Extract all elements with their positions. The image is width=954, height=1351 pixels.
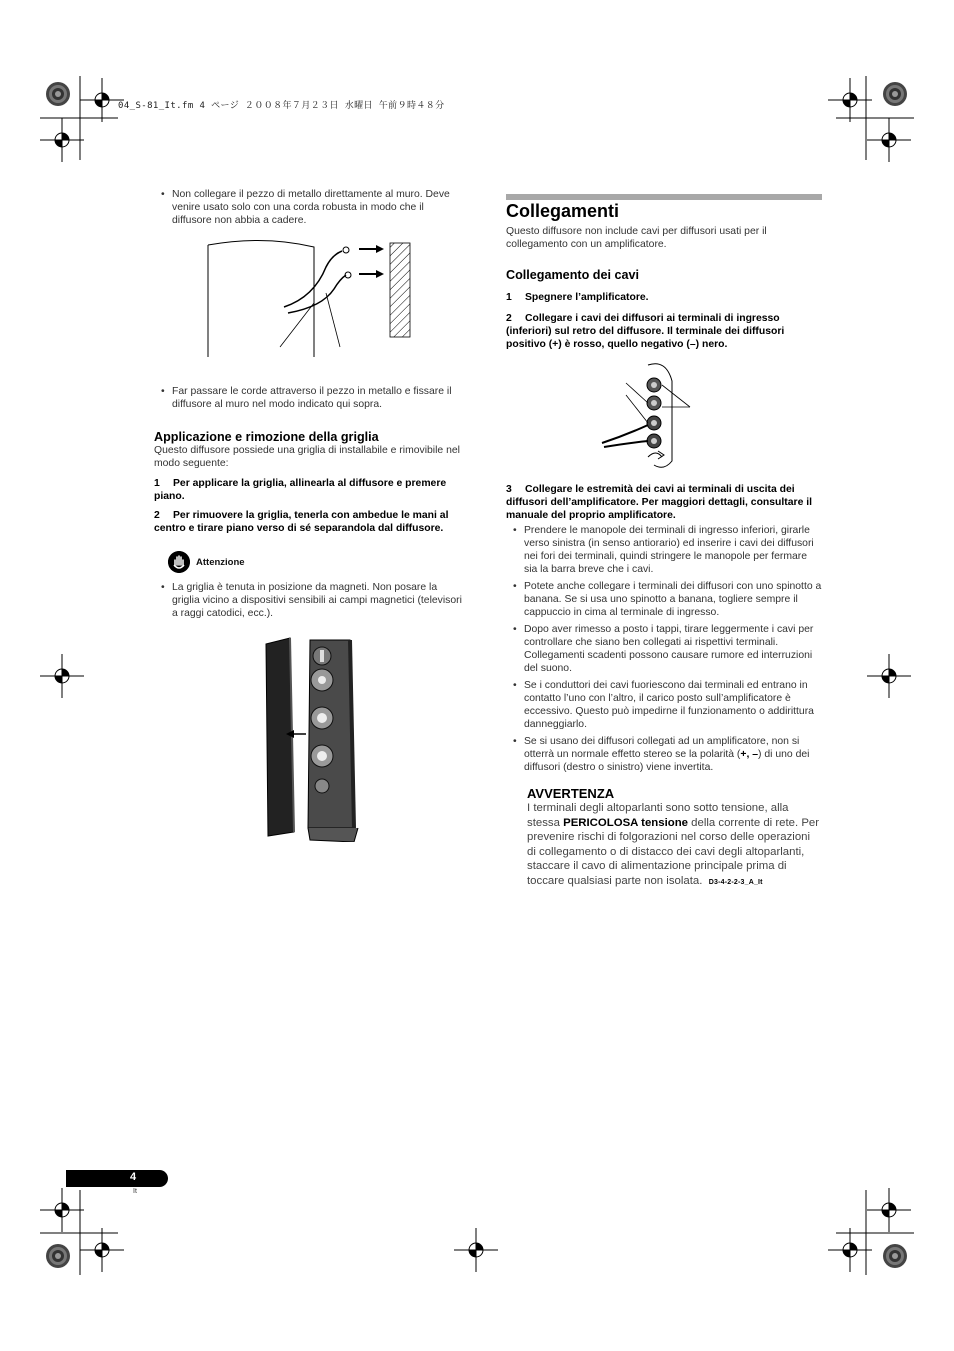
caution-label: Attenzione [196, 556, 245, 568]
bullet-rope: • Far passare le corde attraverso il pezzo in metallo e fissare il diffusore al muro nel modo indicato qui sopra. [154, 385, 466, 411]
bullet-polarity [506, 735, 822, 774]
warning-title: AVVERTENZA [527, 786, 615, 801]
bullet-check-cables: • Dopo aver rimesso a posto i tappi, tirare leggermente i cavi per controllare che siano ben collegati ai rispettivi terminali. Collegamenti scadenti possono causare rumore ed interruzioni del suono. [506, 623, 822, 675]
section-intro: Questo diffusore non include cavi per diffusori usati per il collegamento con un amplificatore. [506, 226, 767, 250]
polarity-text-post: ) di uno dei diffusori (destro o sinistro) viene invertita. [524, 749, 810, 773]
cables-step-2 [506, 312, 822, 351]
left-column [154, 186, 466, 842]
hand-caution-icon [168, 551, 190, 573]
caution-box [168, 551, 466, 573]
page-language: It [133, 1188, 137, 1195]
polarity-symbols: +, – [740, 749, 759, 760]
step-text: Per rimuovere la griglia, tenerla con ambedue le mani al centro e tirare piano verso di sé separandola dal diffusore. [154, 510, 449, 534]
bullet-magnets: • La griglia è tenuta in posizione da magneti. Non posare la griglia vicino a dispositivi sensibili ai campi magnetici (televisori a raggi catodici, ecc.). [154, 581, 466, 620]
polarity-text-pre: Se si usano dei diffusori collegati ad un amplificatore, non si otterrà un normale effetto stereo se la polarità ( [524, 736, 800, 760]
step-number: 1 [506, 292, 512, 303]
section-title: Collegamenti [506, 201, 620, 221]
warning-text [527, 801, 822, 890]
warning-code: D3-4-2-2-3_A_It [708, 878, 763, 886]
warning-text-post: della corrente di rete. Per prevenire rischi di folgorazioni nel corso delle operazioni di collegamento o di distacco dei cavi degli altoparlanti, staccare il cavo di alimentazione principale prima di toccare qualsiasi parte non isolata. [527, 816, 820, 887]
section-rule [506, 194, 822, 200]
connection-bullets [506, 524, 822, 774]
cables-step-1 [506, 291, 822, 304]
print-header: 04_S-81_It.fm 4 ページ ２００８年７月２３日 水曜日 午前９時４８分 [118, 101, 445, 111]
bullet-banana-plug: • Potete anche collegare i terminali dei diffusori con uno spinotto a banana. Se si usa uno spinotto a banana, togliere sempre il cappuccio in cima al terminale di ingresso. [506, 580, 822, 619]
grille-intro: Questo diffusore possiede una griglia di installabile e rimovibile nel modo seguente: [154, 445, 460, 469]
warning-text-pre: I terminali degli altoparlanti sono sotto tensione, alla stessa [527, 802, 789, 829]
speaker-grille-illustration [154, 632, 466, 842]
right-column [506, 201, 822, 890]
terminal-connection-illustration [506, 361, 822, 473]
cables-subheading: Collegamento dei cavi [506, 268, 639, 282]
step-number: 2 [154, 510, 160, 521]
bullet-metal-piece: • Non collegare il pezzo di metallo direttamente al muro. Deve venire usato solo con una corda robusta in modo che il diffusore non abbia a cadere. [154, 188, 466, 227]
step-text: Per applicare la griglia, allinearla al diffusore e premere piano. [154, 478, 447, 502]
grille-step-2 [154, 509, 466, 535]
step-text: Collegare le estremità dei cavi ai terminali di uscita dei diffusori dell’amplificatore. Per maggiori dettagli, consultare il manuale del proprio amplificatore. [506, 484, 813, 521]
grille-step-1 [154, 477, 466, 503]
step-text: Collegare i cavi dei diffusori ai terminali di ingresso (inferiori) sul retro del diffusore. Il terminale dei diffusori positivo (+) è rosso, quello negativo (–) nero. [506, 313, 785, 350]
wall-mount-illustration [154, 237, 466, 367]
bullet-short-circuit: • Se i conduttori dei cavi fuoriescono dai terminali ed entrano in contatto l’uno con l’altro, il carico posto sull’amplificatore è eccessivo. Questo può impedirne il funzionamento o addirittura danneggiarlo. [506, 679, 822, 731]
step-text: Spegnere l’amplificatore. [525, 292, 649, 303]
step-number: 2 [506, 313, 512, 324]
page-number: 4 [130, 1171, 137, 1183]
grille-heading: Applicazione e rimozione della griglia [154, 430, 379, 444]
warning-block [527, 786, 822, 890]
page-tab [66, 1170, 168, 1187]
cables-step-3 [506, 483, 822, 522]
step-number: 3 [506, 484, 512, 495]
bullet-terminal-knobs: • Prendere le manopole dei terminali di ingresso inferiori, girarle verso sinistra (in senso antiorario) ed inserire i cavi dei diffusori nei fori dei terminali, quindi stringere le manopole per fermare sia la barra breve che i cavi. [506, 524, 822, 576]
warning-text-bold: PERICOLOSA tensione [563, 816, 688, 829]
step-number: 1 [154, 478, 160, 489]
